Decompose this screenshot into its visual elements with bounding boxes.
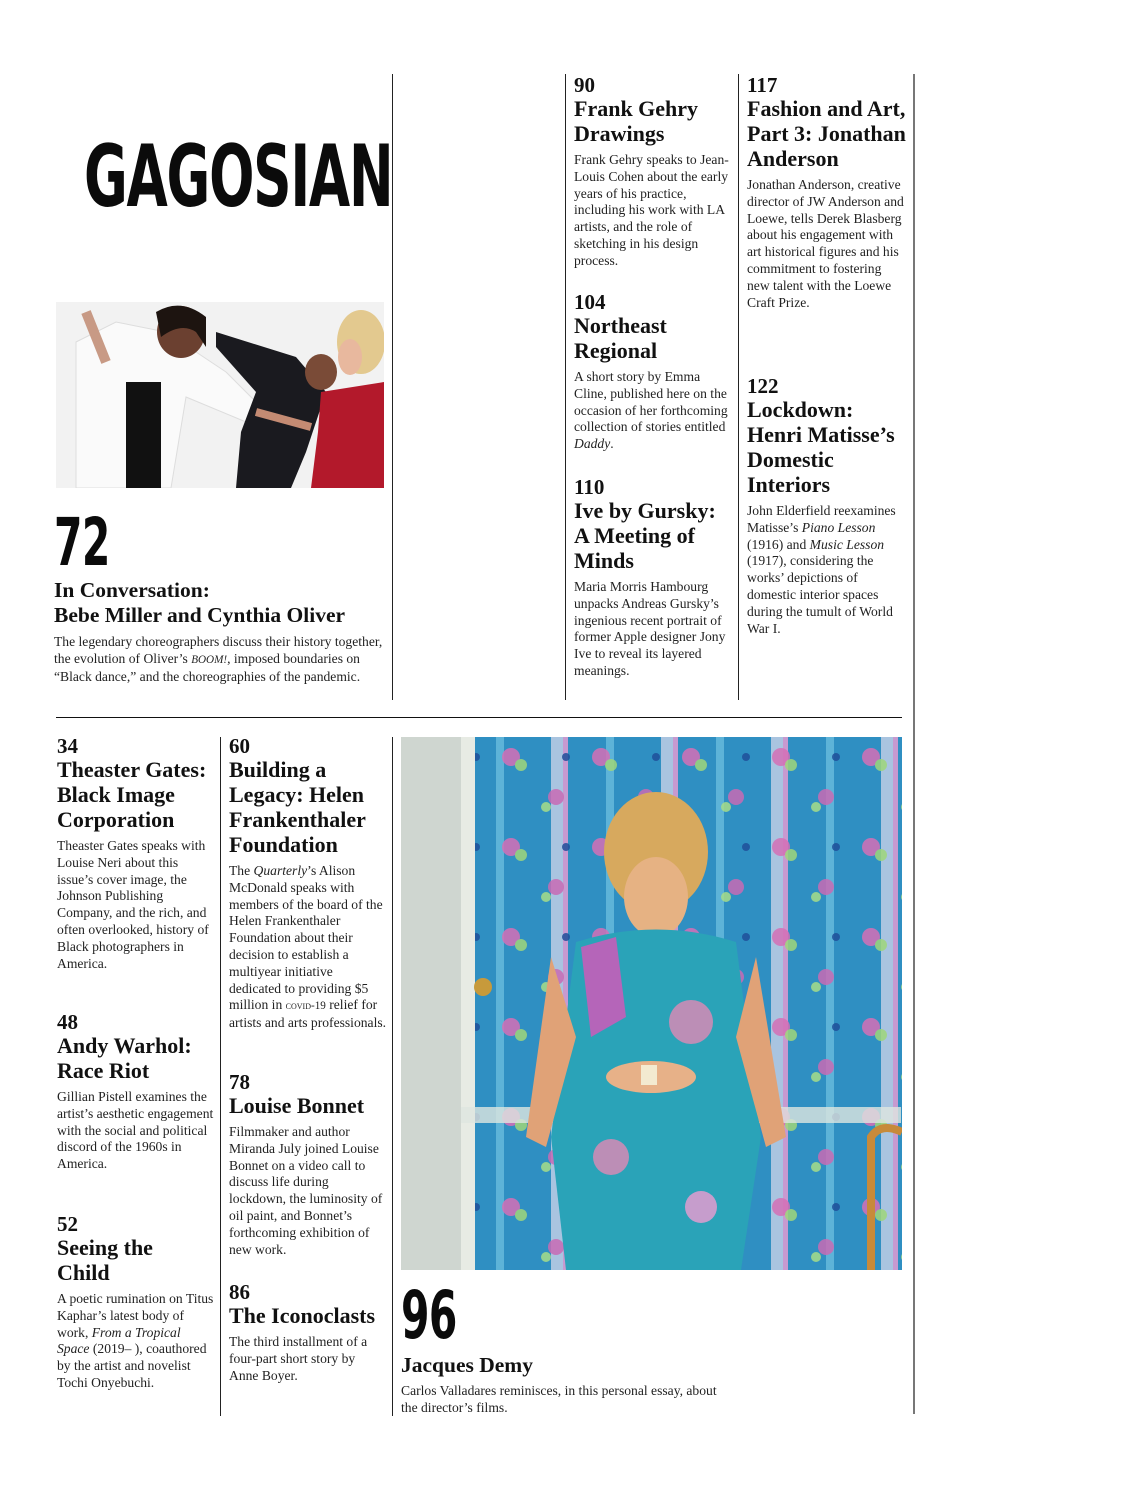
toc-entry-110[interactable] bbox=[574, 476, 730, 680]
entry-title: Andy Warhol: Race Riot bbox=[57, 1033, 192, 1083]
feature-title: Jacques Demy bbox=[401, 1353, 533, 1377]
dancers-photo bbox=[56, 302, 384, 488]
page-number: 90 bbox=[574, 73, 595, 97]
toc-entry-117[interactable] bbox=[747, 74, 907, 311]
entry-description: A poetic rumination on Titus Kaphar’s latest body of work, From a Tropical Space (2019– ), coauthored by the artist and novelist Tochi Onyebuchi. bbox=[57, 1291, 214, 1390]
entry-description: The third installment of a four-part short story by Anne Boyer. bbox=[229, 1334, 368, 1383]
feature-page-number: 72 bbox=[54, 504, 110, 581]
feature-title: In Conversation: Bebe Miller and Cynthia Oliver bbox=[54, 578, 346, 627]
entry-title: Ive by Gursky: A Meeting of Minds bbox=[574, 498, 716, 573]
entry-title: Lockdown: Henri Matisse’s Domestic Interiors bbox=[747, 397, 895, 497]
entry-description: Jonathan Anderson, creative director of JW Anderson and Loewe, tells Derek Blasberg about his engagement with art historical figures and his commitment to fostering new talent with the Loewe Craft Prize. bbox=[747, 177, 904, 310]
entry-title: Northeast Regional bbox=[574, 313, 667, 363]
page-number: 122 bbox=[747, 374, 779, 398]
entry-description: The Quarterly’s Alison McDonald speaks with members of the board of the Helen Frankenthaler Foundation about their decision to establish a multiyear initiative dedicated to providing $5 million in covid-19 relief for artists and arts professionals. bbox=[229, 863, 387, 1031]
entry-title: Theaster Gates: Black Image Corporation bbox=[57, 757, 207, 832]
film-still-photo bbox=[401, 737, 902, 1270]
feature-description: The legendary choreographers discuss their history together, the evolution of Oliver’s BOOM!, imposed boundaries on “Black dance,” and the choreographies of the pandemic. bbox=[54, 634, 383, 684]
page-number: 34 bbox=[57, 734, 78, 758]
section-divider bbox=[56, 717, 902, 718]
entry-description: Gillian Pistell examines the artist’s aesthetic engagement with the social and political discord of the 1960s in America. bbox=[57, 1089, 214, 1172]
page-number: 78 bbox=[229, 1070, 250, 1094]
toc-entry-52[interactable] bbox=[57, 1213, 215, 1392]
toc-entry-60[interactable] bbox=[229, 735, 387, 1032]
entry-description: Filmmaker and author Miranda July joined Louise Bonnet on a video call to discuss life during lockdown, the luminosity of oil paint, and Bonnet’s forthcoming exhibition of new work. bbox=[229, 1124, 383, 1257]
toc-entry-90[interactable] bbox=[574, 74, 730, 270]
toc-entry-78[interactable] bbox=[229, 1071, 387, 1258]
toc-entry-122[interactable] bbox=[747, 375, 907, 637]
gagosian-logo: GAGOSIAN bbox=[84, 127, 393, 227]
entry-title: Louise Bonnet bbox=[229, 1093, 365, 1118]
feature-description: Carlos Valladares reminisces, in this personal essay, about the director’s films. bbox=[401, 1383, 717, 1415]
entry-description: Theaster Gates speaks with Louise Neri about this issue’s cover image, the Johnson Publishing Company, and the rich, and often overlooked, history of Black photographers in America. bbox=[57, 838, 209, 971]
entry-title: Building a Legacy: Helen Frankenthaler Foundation bbox=[229, 757, 366, 857]
entry-description: A short story by Emma Cline, published here on the occasion of her forthcoming collection of stories entitled Daddy. bbox=[574, 369, 728, 452]
page-number: 110 bbox=[574, 475, 605, 499]
entry-description: John Elderfield reexamines Matisse’s Piano Lesson (1916) and Music Lesson (1917), considering the works’ depictions of domestic interior spaces during the tumult of World War I. bbox=[747, 503, 896, 636]
page-number: 117 bbox=[747, 73, 778, 97]
feature-entry-96[interactable] bbox=[401, 1353, 731, 1417]
entry-title: Seeing the Child bbox=[57, 1235, 153, 1285]
column-divider bbox=[392, 737, 393, 1416]
feature-entry-72[interactable] bbox=[54, 578, 384, 685]
entry-description: Maria Morris Hambourg unpacks Andreas Gursky’s ingenious recent portrait of former Apple designer Jony Ive to reveal its layered meanings. bbox=[574, 579, 726, 678]
page-number: 104 bbox=[574, 290, 606, 314]
toc-entry-48[interactable] bbox=[57, 1011, 215, 1173]
entry-description: Frank Gehry speaks to Jean-Louis Cohen about the early years of his practice, including his work with LA artists, and the role of sketching in his design process. bbox=[574, 152, 729, 268]
page-edge-divider bbox=[913, 74, 915, 1414]
toc-entry-86[interactable] bbox=[229, 1281, 387, 1384]
feature-page-number: 96 bbox=[401, 1277, 457, 1354]
toc-entry-104[interactable] bbox=[574, 291, 730, 453]
toc-entry-34[interactable] bbox=[57, 735, 215, 972]
entry-title: Fashion and Art, Part 3: Jonathan Anderson bbox=[747, 96, 906, 171]
page-number: 60 bbox=[229, 734, 250, 758]
column-divider bbox=[738, 74, 739, 700]
page-number: 48 bbox=[57, 1010, 78, 1034]
column-divider bbox=[565, 74, 566, 700]
entry-title: The Iconoclasts bbox=[229, 1303, 376, 1328]
entry-title: Frank Gehry Drawings bbox=[574, 96, 699, 146]
column-divider bbox=[220, 737, 221, 1416]
page-number: 52 bbox=[57, 1212, 78, 1236]
page-number: 86 bbox=[229, 1280, 250, 1304]
